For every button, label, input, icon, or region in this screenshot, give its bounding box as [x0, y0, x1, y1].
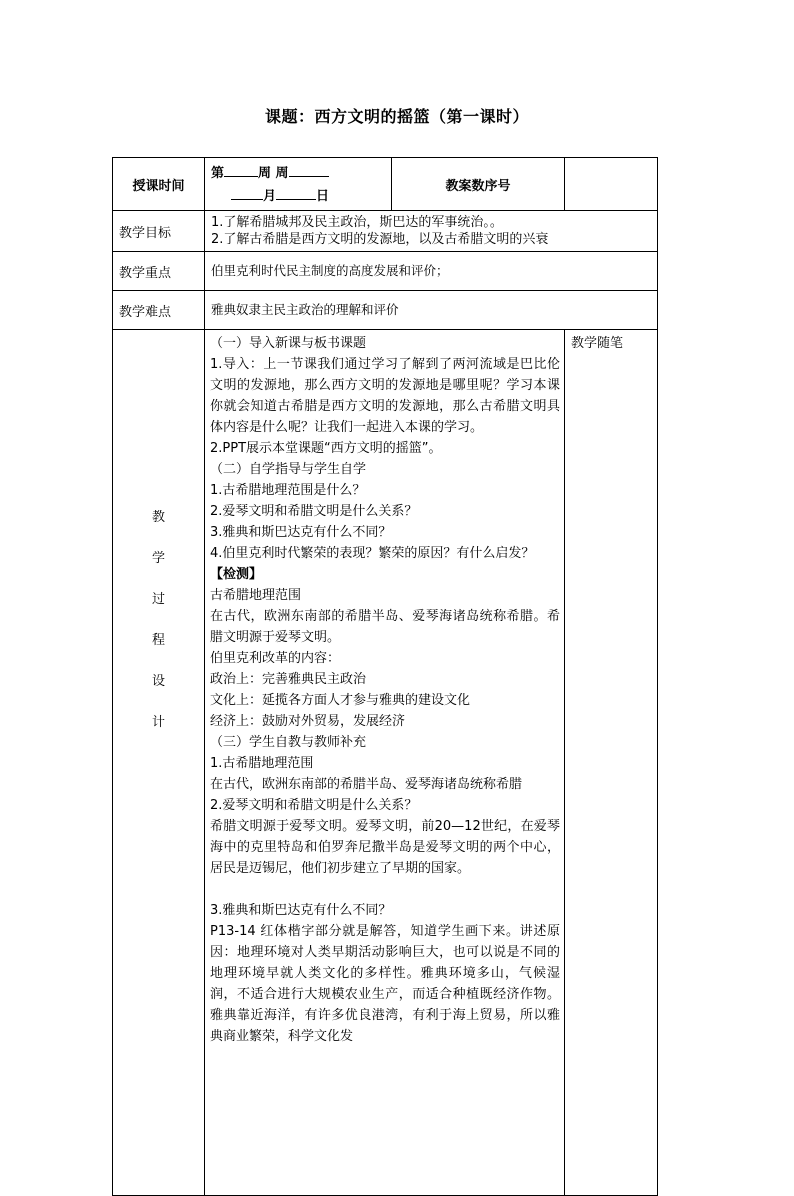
process-label-char: 设	[151, 674, 165, 689]
process-line: 在古代，欧洲东南部的希腊半岛、爱琴海诸岛统称希腊	[210, 777, 523, 792]
key-points-label: 教学重点	[113, 252, 205, 291]
difficulties-content: 雅典奴隶主民主政治的理解和评价	[205, 291, 658, 330]
goal-line-1: 1.了解希腊城邦及民主政治，斯巴达的军事统治。。	[211, 215, 503, 230]
process-label	[113, 330, 205, 1196]
process-label-char: 过	[151, 592, 165, 607]
difficulties-label: 教学难点	[113, 291, 205, 330]
process-label-char: 教	[151, 510, 165, 525]
process-label-char: 计	[151, 715, 165, 730]
process-line: 1.导入：上一节课我们通过学习了解到了两河流域是巴比伦文明的发源地，那么西方文明的发源地是哪里呢？学习本课你就会知道古希腊是西方文明的发源地，那么古希腊文明具体内容是什么呢？让我们一起进入本课的学习。	[210, 357, 560, 435]
blank-line	[210, 879, 560, 900]
process-line: （三）学生自教与教师补充	[210, 735, 367, 750]
goals-label: 教学目标	[113, 211, 205, 252]
process-line: 政治上：完善雅典民主政治	[210, 672, 367, 687]
process-line: 经济上：鼓励对外贸易，发展经济	[210, 714, 406, 729]
date-fill-cell	[205, 158, 392, 211]
time-label: 授课时间	[113, 158, 205, 211]
process-line: P13-14 红体楷字部分就是解答，知道学生画下来。讲述原因：地理环境对人类早期活动影响巨大，也可以说是不同的地理环境早就人类文化的多样性。雅典环境多山，气候湿润，不适合进行大规模农业生产，而适合种植既经济作物。雅典靠近海洋，有许多优良港湾，有利于海上贸易，所以雅典商业繁荣，科学文化发	[210, 924, 560, 1044]
process-line: 2.PPT展示本堂课题“西方文明的摇篮”。	[210, 441, 442, 456]
key-points-content: 伯里克利时代民主制度的高度发展和评价；	[205, 252, 658, 291]
process-line: 文化上：延揽各方面人才参与雅典的建设文化	[210, 693, 471, 708]
goals-content	[205, 211, 658, 252]
header-row	[113, 158, 658, 211]
notes-label: 教学随笔	[571, 336, 624, 351]
goal-line-2: 2.了解古希腊是西方文明的发源地，以及古希腊文明的兴衰	[211, 232, 549, 247]
difficulties-row	[113, 291, 658, 330]
week-mid: 周 周	[258, 166, 289, 181]
process-line: 2.爱琴文明和希腊文明是什么关系？	[210, 504, 418, 519]
lesson-plan-table	[112, 157, 658, 1196]
process-line: 4.伯里克利时代繁荣的表现？繁荣的原因？有什么启发？	[210, 546, 535, 561]
goals-row	[113, 211, 658, 252]
day-blank[interactable]	[276, 184, 316, 200]
process-line: 古希腊地理范围	[210, 588, 302, 603]
month-suffix: 月	[263, 189, 277, 204]
process-line: 1.古希腊地理范围是什么？	[210, 483, 366, 498]
weekday-blank[interactable]	[289, 161, 329, 177]
process-row	[113, 330, 658, 1196]
page-title: 课题：西方文明的摇篮（第一课时）	[264, 107, 529, 126]
process-content	[205, 330, 565, 1196]
month-blank[interactable]	[231, 184, 263, 200]
week-number-blank[interactable]	[224, 161, 258, 177]
process-line: 3.雅典和斯巴达克有什么不同？	[210, 525, 392, 540]
process-label-char: 程	[151, 633, 165, 648]
process-line: （一）导入新课与板书课题	[210, 336, 367, 351]
process-line: 在古代，欧洲东南部的希腊半岛、爱琴海诸岛统称希腊。希腊文明源于爱琴文明。	[210, 609, 560, 645]
week-prefix: 第	[211, 166, 225, 181]
process-line: （二）自学指导与学生自学	[210, 462, 367, 477]
process-line: 2.爱琴文明和希腊文明是什么关系？	[210, 798, 418, 813]
serial-value-cell[interactable]	[565, 158, 658, 211]
process-line-heading: 【检测】	[210, 567, 263, 582]
process-line: 1.古希腊地理范围	[210, 756, 314, 771]
day-suffix: 日	[316, 189, 330, 204]
key-points-row	[113, 252, 658, 291]
process-line: 希腊文明源于爱琴文明。爱琴文明，前20—12世纪，在爱琴海中的克里特岛和伯罗奔尼撒半岛是爱琴文明的两个中心，居民是迈锡尼，他们初步建立了早期的国家。	[210, 819, 560, 876]
process-line: 伯里克利改革的内容：	[210, 651, 341, 666]
notes-column	[565, 330, 658, 1196]
process-label-char: 学	[151, 551, 165, 566]
serial-label: 教案数序号	[392, 158, 565, 211]
process-line: 3.雅典和斯巴达克有什么不同？	[210, 903, 392, 918]
